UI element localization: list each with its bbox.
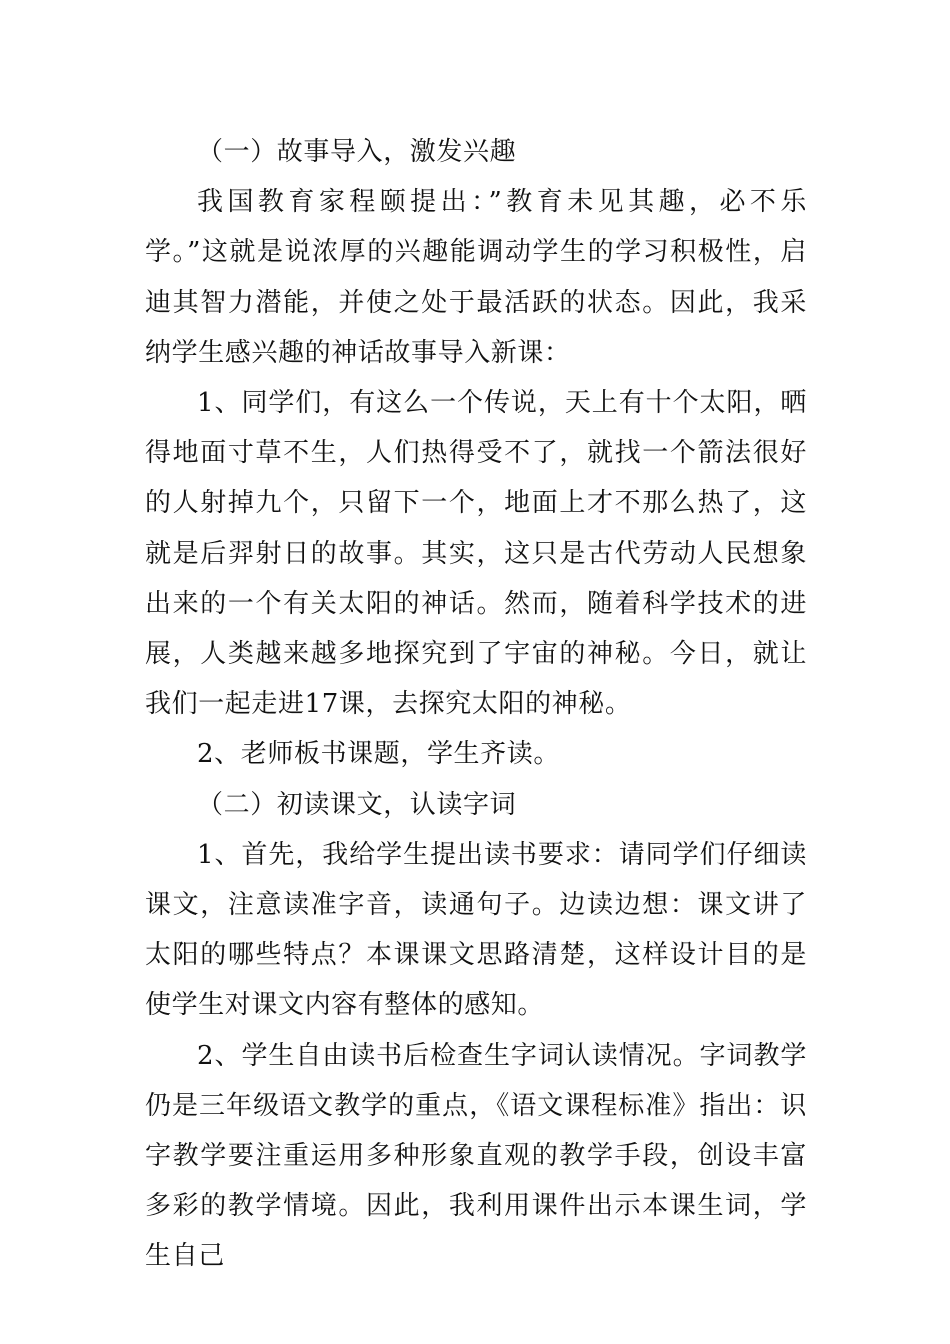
section-heading-2: （二）初读课文，认读字词 [197,789,517,820]
paragraph-reading-requirements: 1、首先，我给学生提出读书要求：请同学们仔细读课文，注意读准字音，读通句子。边读边想：课文讲了太阳的哪些特点？本课课文思路清楚，这样设计目的是使学生对课文内容有整体的感知。 [145,839,807,1021]
paragraph-word-check: 2、学生自由读书后检查生字词认读情况。字词教学仍是三年级语文教学的重点，《语文课程标准》指出：识字教学要注重运用多种形象直观的教学手段，创设丰富多彩的教学情境。因此，我利用课件出示本课生词，学生自己 [145,1040,807,1272]
paragraph-intro-quote: 我国教育家程颐提出：”教育未见其趣，必不乐学。”这就是说浓厚的兴趣能调动学生的学习积极性，启迪其智力潜能，并使之处于最活跃的状态。因此，我采纳学生感兴趣的神话故事导入新课： [145,187,807,368]
paragraph-story: 1、同学们，有这么一个传说，天上有十个太阳，晒得地面寸草不生，人们热得受不了，就找一个箭法很好的人射掉九个，只留下一个，地面上才不那么热了，这就是后羿射日的故事。其实，这只是古代劳动人民想象出来的一个有关太阳的神话。然而，随着科学技术的进展，人类越来越多地探究到了宇宙的神秘。今日，就让我们一起走进17课，去探究太阳的神秘。 [145,388,807,720]
document-body [145,127,807,1282]
paragraph-board-title: 2、老师板书课题，学生齐读。 [197,739,560,770]
section-heading-1: （一）故事导入，激发兴趣 [197,137,517,167]
